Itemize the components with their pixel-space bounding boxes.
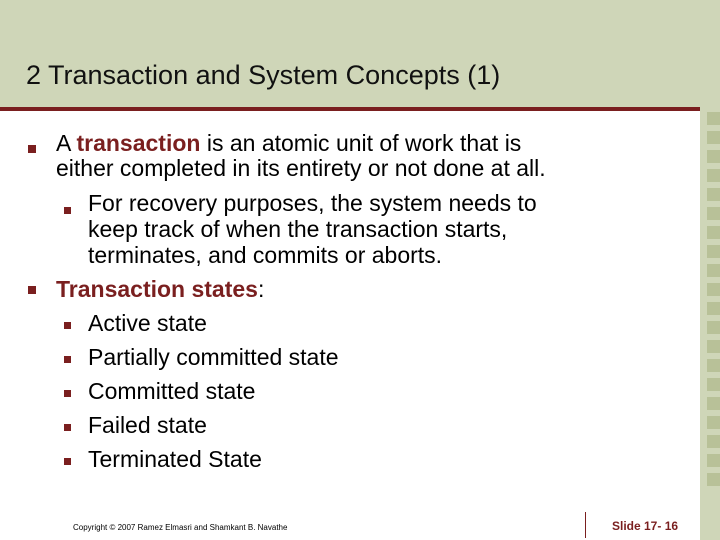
footer-divider <box>585 512 586 538</box>
decorative-square <box>707 397 720 410</box>
bullet-1-suffix: is an atomic unit of work that is <box>200 130 522 156</box>
decorative-square <box>707 359 720 372</box>
decorative-square <box>707 283 720 296</box>
decorative-square <box>707 378 720 391</box>
subbullet-2-2: Partially committed state <box>88 344 339 370</box>
decorative-square <box>707 321 720 334</box>
bullet-marker <box>28 286 36 294</box>
bullet-2-suffix: : <box>257 276 265 302</box>
bullet-1-line-2: either completed in its entirety or not done at all. <box>56 155 546 181</box>
sub-bullet-marker <box>64 356 71 363</box>
decorative-square <box>707 454 720 467</box>
sub-bullet-marker <box>64 424 71 431</box>
decorative-square <box>707 207 720 220</box>
sub-bullet-marker <box>64 458 71 465</box>
bullet-1-prefix: A <box>56 130 77 156</box>
sub-bullet-marker <box>64 322 71 329</box>
sub-bullet-marker <box>64 207 71 214</box>
decorative-square <box>707 435 720 448</box>
decorative-square <box>707 416 720 429</box>
decorative-square <box>707 188 720 201</box>
right-square-pattern <box>707 112 720 492</box>
decorative-square <box>707 473 720 486</box>
decorative-square <box>707 112 720 125</box>
subbullet-2-4: Failed state <box>88 412 207 438</box>
decorative-square <box>707 131 720 144</box>
decorative-square <box>707 226 720 239</box>
decorative-square <box>707 150 720 163</box>
bullet-1-line-1 <box>56 130 521 156</box>
subbullet-2-1: Active state <box>88 310 207 336</box>
decorative-square <box>707 245 720 258</box>
bullet-2-keyword: Transaction states <box>56 276 258 302</box>
slide-number: Slide 17- 16 <box>612 519 679 533</box>
decorative-square <box>707 340 720 353</box>
bullet-marker <box>28 145 36 153</box>
slide-title: 2 Transaction and System Concepts (1) <box>26 60 501 90</box>
bullet-2-title <box>56 276 264 302</box>
subbullet-1-line-3: terminates, and commits or aborts. <box>88 242 443 268</box>
decorative-square <box>707 302 720 315</box>
decorative-square <box>707 264 720 277</box>
sub-bullet-marker <box>64 390 71 397</box>
copyright-text: Copyright © 2007 Ramez Elmasri and Shamkant B. Navathe <box>73 523 288 532</box>
bullet-1-keyword: transaction <box>76 130 201 156</box>
subbullet-2-5: Terminated State <box>88 446 262 472</box>
subbullet-1-line-2: keep track of when the transaction starts, <box>88 216 508 242</box>
subbullet-2-3: Committed state <box>88 378 256 404</box>
decorative-square <box>707 169 720 182</box>
subbullet-1-line-1: For recovery purposes, the system needs to <box>88 190 537 216</box>
